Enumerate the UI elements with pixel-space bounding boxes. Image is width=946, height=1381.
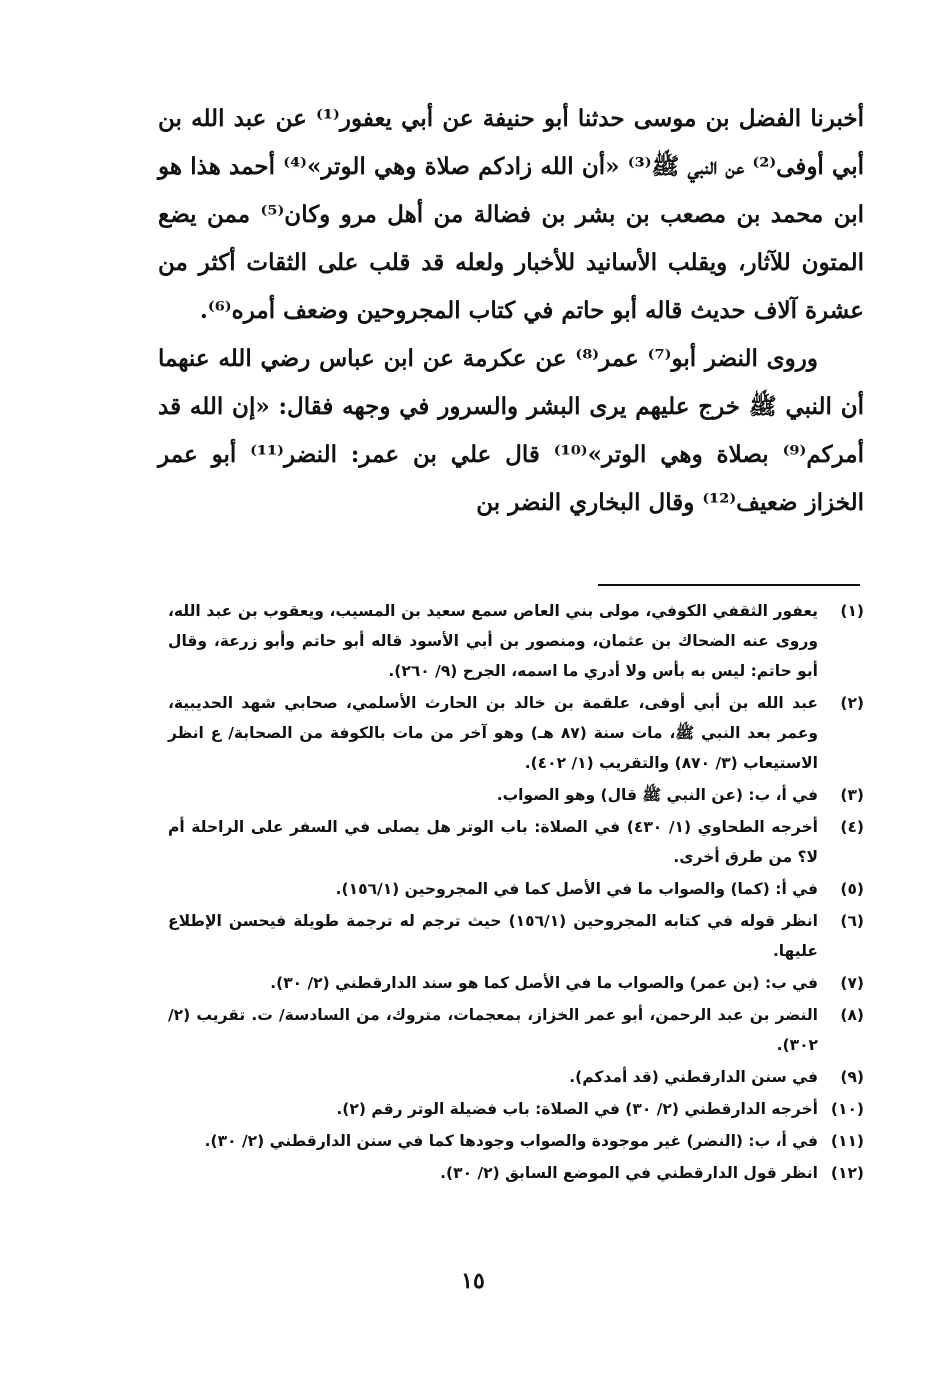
footnote [168,1158,864,1188]
footnote-text: في أ، ب: (عن النبي ﷺ قال) وهو الصواب. [496,786,818,804]
footnote-number: (١٠) [830,1100,864,1118]
footnote [168,1094,864,1124]
footnote-text: أخرجه الدارقطني (٢/ ٣٠) في الصلاة: باب فضيلة الوتر رقم (٢). [336,1100,818,1118]
footnote [168,968,864,998]
footnote-separator [598,584,860,586]
footnote-text: انظر قول الدارقطني في الموضع السابق (٢/ ٣٠). [440,1164,818,1182]
footnote-number: (٣) [840,786,864,804]
main-text [158,95,864,527]
footnote-number: (١٢) [830,1164,864,1182]
footnote-number: (٢) [840,694,864,712]
footnote-number: (٤) [840,818,864,836]
footnote [168,1126,864,1156]
footnote [168,688,864,778]
footnote-text: أخرجه الطحاوي (١/ ٤٣٠) في الصلاة: باب الوتر هل يصلى في السفر على الراحلة أم لا؟ من طرق أخرى. [168,818,818,866]
footnote-number: (٧) [840,974,864,992]
footnote-number: (٥) [840,880,864,898]
footnote [168,780,864,810]
footnote [168,596,864,686]
footnote-number: (٨) [840,1006,864,1024]
footnote-text: في أ: (كما) والصواب ما في الأصل كما في المجروحين (١٥٦/١). [335,880,818,898]
footnote-text: يعفور الثقفي الكوفي، مولى بني العاص سمع سعيد بن المسيب، ويعقوب بن عبد الله، وروى عنه الضحاك بن عثمان، ومنصور بن أبي الأسود قاله أبو حاتم وأبو زرعة، وقال أبو حاتم: ليس به بأس ولا أدري ما اسمه، الجرح (٩/ ٢٦٠). [168,602,818,680]
footnote-text: في ب: (بن عمر) والصواب ما في الأصل كما هو سند الدارقطني (٢/ ٣٠). [270,974,818,992]
footnote-text: في سنن الدارقطني (قد أمدكم). [569,1068,818,1086]
footnote-number: (١١) [830,1132,864,1150]
footnote [168,812,864,872]
footnote-text: انظر قوله في كتابه المجروحين (١٥٦/١) حيث ترجم له ترجمة طويلة فيحسن الإطلاع عليها. [168,912,818,960]
footnote-text: النضر بن عبد الرحمن، أبو عمر الخزاز، بمعجمات، متروك، من السادسة/ ت. تقريب (٢/ ٣٠٢). [168,1006,818,1054]
paragraph-1: أخبرنا الفضل بن موسى حدثنا أبو حنيفة عن أبي يعفور⁽¹⁾ عن عبد الله بن أبي أوفى⁽²⁾ عن النبي ﷺ⁽³⁾ «أن الله زادكم صلاة وهي الوتر»⁽⁴⁾ أحمد هذا هو ابن محمد بن مصعب بن بشر بن فضالة من أهل مرو وكان⁽⁵⁾ ممن يضع المتون للآثار، ويقلب الأسانيد للأخبار ولعله قد قلب على الثقات أكثر من عشرة آلاف حديث قاله أبو حاتم في كتاب المجروحين وضعف أمره⁽⁶⁾. [158,105,865,324]
footnote-number: (٦) [840,912,864,930]
footnote-text: عبد الله بن أبي أوفى، علقمة بن خالد بن الحارث الأسلمي، صحابي شهد الحديبية، وعمر بعد النبي ﷺ، مات سنة (٨٧ هـ) وهو آخر من مات بالكوفة من الصحابة/ ع انظر الاستيعاب (٣/ ٨٧٠) والتقريب (١/ ٤٠٢). [168,694,818,772]
paragraph-2: وروى النضر أبو⁽⁷⁾ عمر⁽⁸⁾ عن عكرمة عن ابن عباس رضي الله عنهما أن النبي ﷺ خرج عليهم يرى البشر والسرور في وجهه فقال: «إن الله قد أمركم⁽⁹⁾ بصلاة وهي الوتر»⁽¹⁰⁾ قال علي بن عمر: النضر⁽¹¹⁾ أبو عمر الخزاز ضعيف⁽¹²⁾ وقال البخاري النضر بن [158,345,865,516]
footnotes [168,596,864,1190]
footnote [168,1062,864,1092]
footnote [168,1000,864,1060]
page-number: ١٥ [461,1268,485,1294]
footnote-number: (١) [840,602,864,620]
footnote-number: (٩) [840,1068,864,1086]
footnote [168,906,864,966]
footnote [168,874,864,904]
footnote-text: في أ، ب: (النضر) غير موجودة والصواب وجودها كما في سنن الدارقطني (٢/ ٣٠). [204,1132,818,1150]
